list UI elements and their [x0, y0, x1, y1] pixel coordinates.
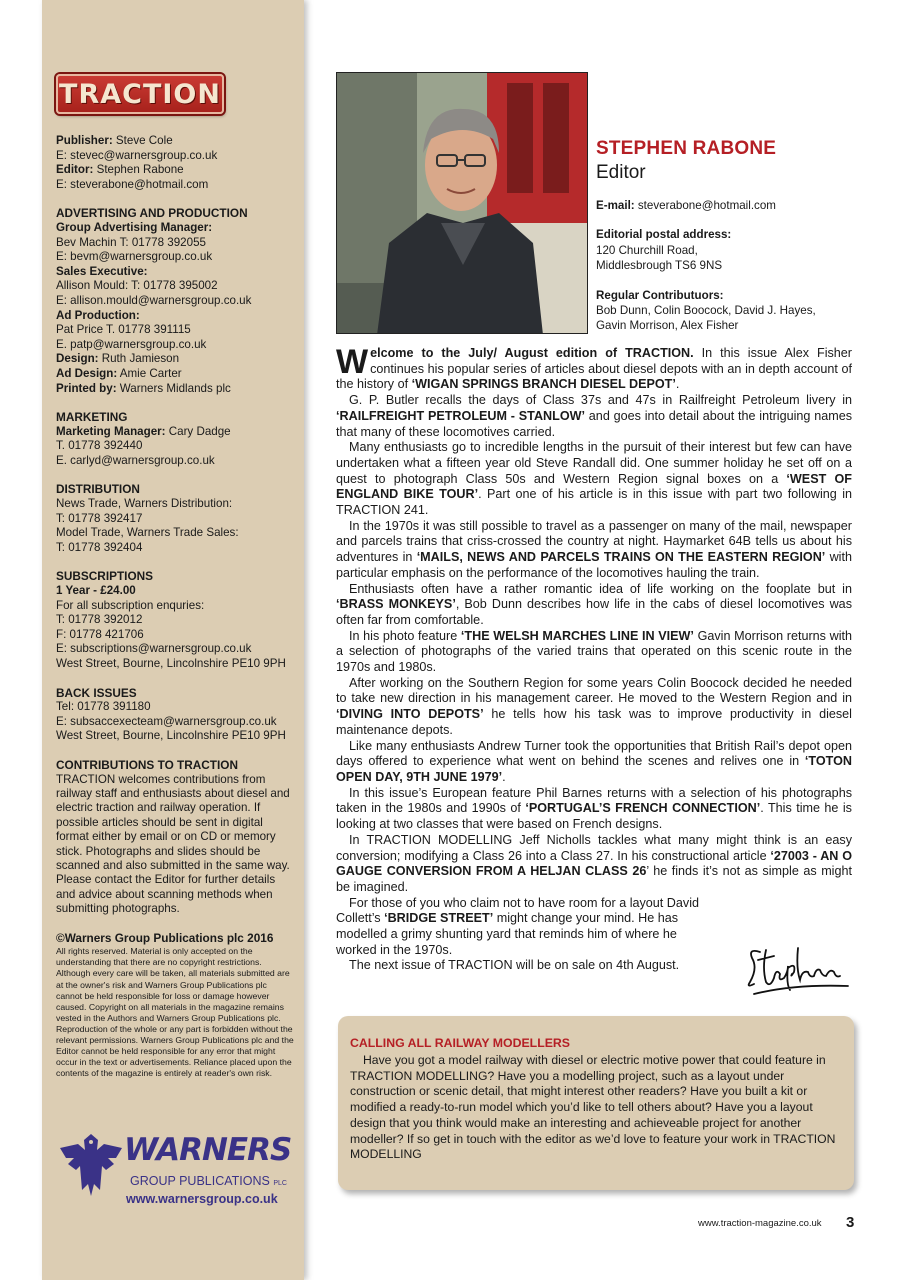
postal-label: Editorial postal address: — [596, 228, 732, 242]
modellers-callout-box — [338, 1016, 854, 1190]
warners-sub-text: GROUP PUBLICATIONS — [130, 1174, 270, 1188]
sidebar-line: Pat Price T. 01778 391115 — [56, 323, 191, 337]
advertising-section — [56, 206, 294, 396]
advertising-heading: ADVERTISING AND PRODUCTION — [56, 206, 248, 221]
sidebar-line: Bev Machin T: 01778 392055 — [56, 235, 206, 249]
sidebar-line: West Street, Bourne, Lincolnshire PE10 9PH — [56, 657, 286, 670]
article-paragraph-2: G. P. Butler recalls the days of Class 37s and 47s in Railfreight Petroleum livery in ‘RAILFREIGHT PETROLEUM - STANLOW’ and goes into detail about the intriguing names that many of these locomotives carried. — [336, 393, 853, 439]
distribution-heading: DISTRIBUTION — [56, 482, 140, 497]
sidebar-line: Design: Ruth Jamieson — [56, 352, 180, 366]
sidebar-line: T. 01778 392440 — [56, 439, 143, 453]
sidebar-line: Model Trade, Warners Trade Sales: — [56, 526, 239, 540]
contributions-section — [56, 758, 294, 917]
footer-url[interactable]: www.traction-magazine.co.uk — [698, 1218, 822, 1229]
editorial-article — [336, 343, 853, 974]
warners-plc: PLC — [273, 1180, 287, 1187]
marketing-heading: MARKETING — [56, 410, 128, 425]
distribution-section — [56, 482, 294, 555]
postal-line-2: Middlesbrough TS6 9NS — [596, 259, 723, 273]
sidebar-line: 1 Year - £24.00 — [56, 584, 136, 598]
editor-email[interactable]: steverabone@hotmail.com — [634, 199, 776, 212]
back-issues-lines — [56, 700, 294, 744]
copyright-section — [56, 931, 294, 1080]
warners-subtitle — [130, 1174, 287, 1188]
subscriptions-lines — [56, 584, 294, 672]
email-label: E-mail: — [596, 199, 635, 212]
article-paragraph-3: Many enthusiasts go to incredible lengths in the pursuit of their interest but few can have undertaken what a fifteen year old Steve Randall did. One summer holiday he set off on a quest to photograph Class 50s and Western Region signal boxes on a ‘WEST OF ENGLAND BIKE TOUR’. Part one of his article is in this issue with part two following in TRACTION 241. — [336, 440, 852, 518]
sidebar-line: E: stevec@warnersgroup.co.uk — [56, 148, 218, 162]
traction-logo — [56, 74, 224, 114]
warners-logo-block — [56, 1130, 296, 1220]
sidebar-line: Sales Executive: — [56, 264, 148, 278]
contributions-text: TRACTION welcomes contributions from railway staff and enthusiasts about diesel and electric traction and railway operation. If possible articles should be sent in digital format either by email or on CD or memory stick. Photographs and slides should be scanned and also submitted in the same way. Please contact the Editor for further details and advice about scanning methods when submitting photographs. — [56, 772, 290, 916]
sidebar-line: Tel: 01778 391180 — [56, 700, 151, 714]
contributors-line-2: Gavin Morrison, Alex Fisher — [596, 319, 739, 333]
article-paragraph-4: In the 1970s it was still possible to travel as a passenger on many of the mail, newspaper and parcels trains that criss-crossed the country at night. Haymarket 64B tells us about his adventures in ‘MAILS, NEWS AND PARCELS TRAINS ON THE EASTERN REGION’ with particular emphasis on the performance of the locomotives hauling the train. — [336, 518, 852, 580]
article-paragraph-6: In his photo feature ‘THE WELSH MARCHES LINE IN VIEW’ Gavin Morrison returns with a selection of photographs of the varied trains that operated on this scenic route in the 1970s and 1980s. — [336, 628, 852, 675]
back-issues-heading: BACK ISSUES — [56, 685, 137, 700]
sidebar-line: E. patp@warnersgroup.co.uk — [56, 337, 207, 351]
contributors-label: Regular Contributuors: — [596, 288, 724, 302]
warners-name: WARNERS — [124, 1132, 292, 1168]
distribution-lines — [56, 497, 294, 555]
sidebar-line: West Street, Bourne, Lincolnshire PE10 9PH — [56, 729, 286, 743]
article-paragraph-9: In this issue’s European feature Phil Barnes returns with a selection of his photographs taken in the 1980s and 1990s of ‘PORTUGAL’S FRENCH CONNECTION’. This time he is looking at two classes that were based on French designs. — [336, 785, 852, 832]
callout-body: Have you got a model railway with diesel or electric motive power that could feature in TRACTION MODELLING? Have you a modelling project, such as a layout under construction or scenic detail, that might interest other readers? Have you built a kit or modified a ready-to-run model which you’d like to tell others about? Have you a layout design that you think would make an interesting and achieveable project for another modeller? If so get in touch with the editor as we’d love to feature your work in TRACTION MODELLING — [350, 1053, 836, 1162]
advertising-lines — [56, 221, 294, 396]
contributions-heading: CONTRIBUTIONS TO TRACTION — [56, 757, 238, 772]
sidebar-line: For all subscription enquries: — [56, 598, 205, 612]
sidebar-line: E: subsaccexecteam@warnersgroup.co.uk — [56, 714, 277, 728]
logo-text: TRACTION — [59, 78, 221, 110]
sidebar-line: Allison Mould: T: 01778 395002 — [56, 279, 218, 293]
article-paragraph-5: Enthusiasts often have a rather romantic idea of life working on the fooplate but in ‘BRASS MONKEYS’, Bob Dunn describes how life in the cabs of diesel locomotives was often far from comfortable. — [336, 581, 852, 627]
drop-cap: W — [336, 343, 369, 381]
page-number: 3 — [846, 1214, 855, 1231]
article-paragraph-12: The next issue of TRACTION will be on sale on 4th August. — [349, 958, 680, 973]
copyright-heading: ©Warners Group Publications plc 2016 — [56, 930, 274, 945]
masthead-sidebar — [42, 0, 304, 1280]
sidebar-line: Editor: Stephen Rabone — [56, 163, 184, 177]
article-paragraph-10: In TRACTION MODELLING Jeff Nicholls tackles what many might think is an easy conversion; modifying a Class 26 into a Class 27. In his constructional article ‘27003 - AN O GAUGE CONVERSION FROM A HELJAN CLASS 26’ he finds it’s not as simple as might be imagined. — [336, 832, 852, 894]
copyright-text: All rights reserved. Material is only accepted on the understanding that there are no copyright restrictions. Although every care will be taken, all materials submitted are at the owner's risk and Warners Group Publications plc cannot be held responsible for loss or damage however caused. Copyright on all materials in the magazine remains vested in the Authors and Warners Group Publications plc. Reproduction of the whole or any part is forbidden without the relevant permissions. Warners Group Publications plc and the Editor cannot be held responsible for any error that might occur in the text or advertisements. Reliance placed upon the contents of the magazine is entirely at reader's own risk. — [56, 946, 294, 1079]
subscriptions-heading: SUBSCRIPTIONS — [56, 569, 154, 584]
credits-block — [56, 134, 294, 192]
sidebar-line: E: bevm@warnersgroup.co.uk — [56, 250, 213, 264]
postal-line-1: 120 Churchill Road, — [596, 243, 698, 257]
sidebar-line: Printed by: Warners Midlands plc — [56, 381, 231, 395]
marketing-section — [56, 410, 294, 468]
sidebar-line: Group Advertising Manager: — [56, 220, 213, 234]
editor-info — [596, 138, 896, 334]
editor-photo — [336, 72, 588, 334]
sidebar-line: Publisher: Steve Cole — [56, 134, 173, 147]
sidebar-line: F: 01778 421706 — [56, 627, 144, 641]
editor-email-line — [596, 198, 896, 213]
sidebar-line: T: 01778 392404 — [56, 540, 143, 554]
article-paragraph-11: For those of you who claim not to have room for a layout David Collett’s ‘BRIDGE STREET’ might change your mind. He has modelled a grimy shunting yard that reminds him of where he worked in the 1970s. — [336, 895, 699, 957]
editor-portrait-image — [337, 73, 588, 334]
sidebar-line: Ad Design: Amie Carter — [56, 366, 182, 380]
sidebar-line: T: 01778 392012 — [56, 613, 143, 627]
article-paragraph-8: Like many enthusiasts Andrew Turner took the opportunities that British Rail’s depot open days offered to experience what went on behind the scenes and relives one in ‘TOTON OPEN DAY, 9TH JUNE 1979’. — [336, 738, 852, 784]
sidebar-line: Marketing Manager: Cary Dadge — [56, 424, 231, 438]
signature-text: Stephen — [744, 938, 748, 939]
subscriptions-section — [56, 569, 294, 671]
back-issues-section — [56, 686, 294, 744]
sidebar-line: E: allison.mould@warnersgroup.co.uk — [56, 293, 252, 307]
contributors-line-1: Bob Dunn, Colin Boocock, David J. Hayes, — [596, 304, 816, 318]
article-paragraph-7: After working on the Southern Region for some years Colin Boocock decided he needed to take new direction in his management career. He moved to the Western Region and in ‘DIVING INTO DEPOTS’ he tells how his task was to improve productivity in diesel maintenance depots. — [336, 675, 852, 737]
sidebar-line: T: 01778 392417 — [56, 511, 143, 525]
warners-url: www.warnersgroup.co.uk — [126, 1192, 278, 1206]
sidebar-line: Ad Production: — [56, 308, 140, 322]
warners-eagle-icon — [56, 1130, 126, 1200]
article-paragraph-1: Welcome to the July/ August edition of TRACTION. In this issue Alex Fisher continues his popular series of articles about diesel depots with an in depth account of the history of ‘WIGAN SPRINGS BRANCH DIESEL DEPOT’. — [336, 343, 852, 392]
editor-role: Editor — [596, 162, 646, 183]
sidebar-line: E: subscriptions@warnersgroup.co.uk — [56, 642, 252, 656]
callout-title: CALLING ALL RAILWAY MODELLERS — [350, 1036, 570, 1050]
editor-name: STEPHEN RABONE — [596, 138, 777, 159]
sidebar-line: News Trade, Warners Distribution: — [56, 497, 233, 511]
marketing-lines — [56, 425, 294, 469]
sidebar-line: E. carlyd@warnersgroup.co.uk — [56, 453, 215, 467]
sidebar-line: E: steverabone@hotmail.com — [56, 177, 209, 191]
editor-signature — [744, 938, 854, 996]
